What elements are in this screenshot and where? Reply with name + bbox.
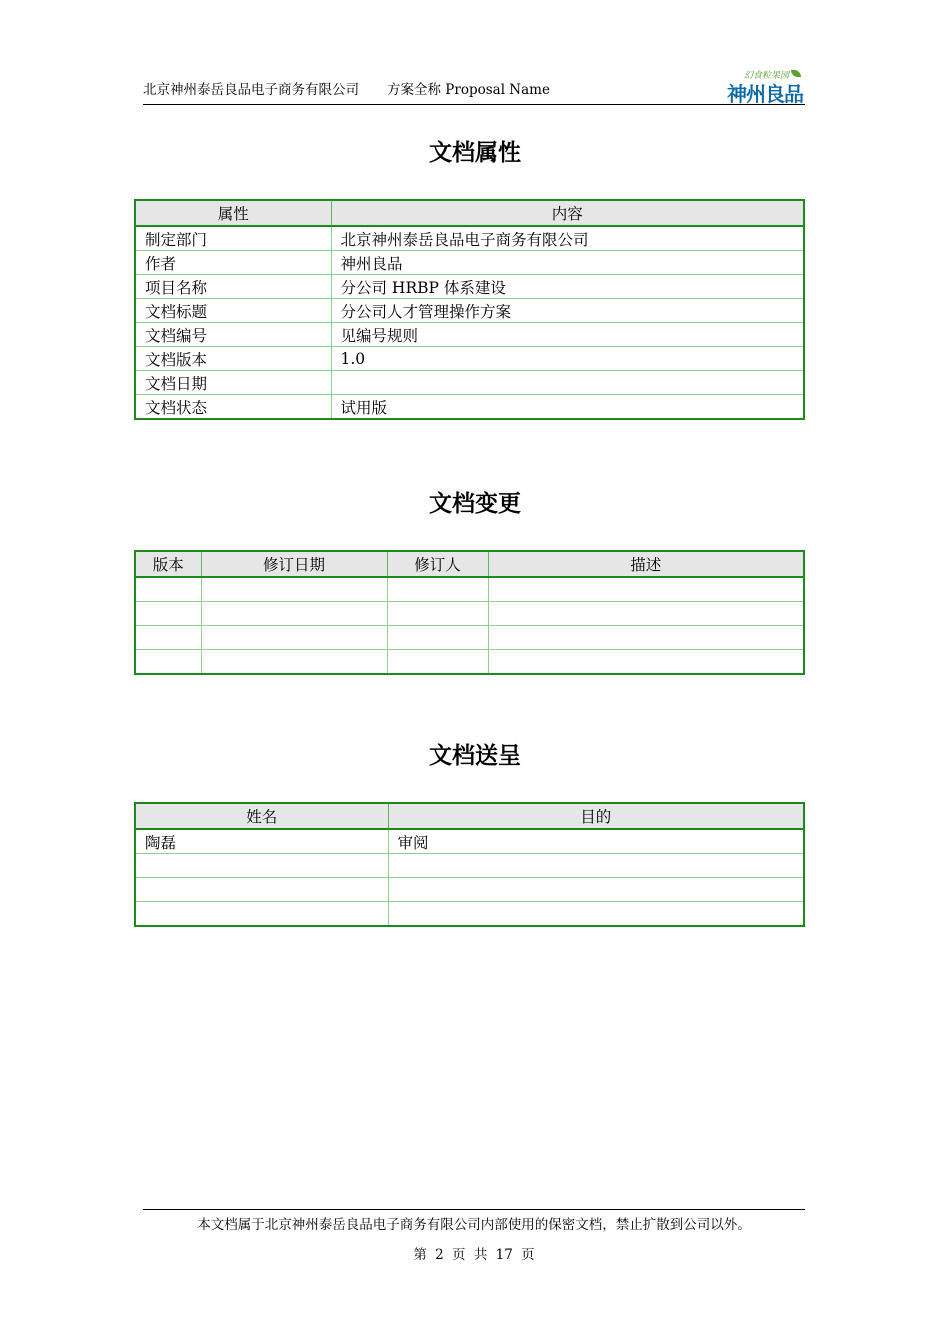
recipient-name: [135, 854, 388, 878]
column-header: 描述: [488, 551, 804, 577]
page-label-mid: 页 共: [452, 1247, 488, 1263]
company-logo: [717, 68, 803, 106]
description-cell: [488, 577, 804, 602]
description-cell: [488, 650, 804, 675]
table-row: [135, 299, 804, 323]
date-cell: [201, 577, 387, 602]
property-value: [331, 371, 804, 395]
page-number: [143, 1243, 805, 1263]
column-header: 内容: [331, 200, 804, 226]
version-cell: [135, 577, 201, 602]
page-footer: [143, 1209, 805, 1263]
table-row: [135, 577, 804, 602]
table-row: [135, 395, 804, 420]
column-header: 姓名: [135, 803, 388, 829]
page-label-prefix: 第: [413, 1247, 427, 1263]
table-row: [135, 275, 804, 299]
page-total: 17: [495, 1247, 513, 1263]
property-name: 文档状态: [135, 395, 331, 420]
property-name: 文档日期: [135, 371, 331, 395]
table-row: [135, 650, 804, 675]
table-row: [135, 626, 804, 650]
delivery-table: [134, 802, 805, 927]
property-value: 试用版: [331, 395, 804, 420]
table-row: [135, 323, 804, 347]
recipient-name: [135, 878, 388, 902]
table-row: [135, 251, 804, 275]
properties-table: [134, 199, 805, 420]
property-value: 分公司人才管理操作方案: [331, 299, 804, 323]
delivery-title: 文档送呈: [429, 743, 521, 769]
column-header: 版本: [135, 551, 201, 577]
table-row: [135, 902, 804, 927]
changes-title: 文档变更: [429, 491, 521, 517]
property-name: 文档标题: [135, 299, 331, 323]
table-row: [135, 602, 804, 626]
table-row: [135, 371, 804, 395]
property-name: 作者: [135, 251, 331, 275]
changes-table: [134, 550, 805, 675]
properties-title: 文档属性: [429, 140, 521, 166]
table-row: [135, 854, 804, 878]
table-header-row: [135, 200, 804, 226]
column-header: 目的: [388, 803, 804, 829]
property-value: 神州良品: [331, 251, 804, 275]
logo-brand: 神州良品: [727, 82, 803, 106]
date-cell: [201, 626, 387, 650]
recipient-name: 陶磊: [135, 829, 388, 854]
property-value: 北京神州泰岳良品电子商务有限公司: [331, 226, 804, 251]
recipient-purpose: 审阅: [388, 829, 804, 854]
date-cell: [201, 650, 387, 675]
table-row: [135, 829, 804, 854]
header-text: [143, 78, 550, 98]
recipient-purpose: [388, 854, 804, 878]
reviser-cell: [387, 602, 488, 626]
column-header: 修订日期: [201, 551, 387, 577]
property-name: 文档版本: [135, 347, 331, 371]
reviser-cell: [387, 577, 488, 602]
header-proposal: 方案全称 Proposal Name: [387, 82, 550, 98]
property-value: 见编号规则: [331, 323, 804, 347]
column-header: 修订人: [387, 551, 488, 577]
table-header-row: [135, 551, 804, 577]
reviser-cell: [387, 650, 488, 675]
page-header: [143, 66, 805, 105]
version-cell: [135, 650, 201, 675]
version-cell: [135, 602, 201, 626]
table-row: [135, 878, 804, 902]
recipient-purpose: [388, 902, 804, 927]
table-row: [135, 226, 804, 251]
reviser-cell: [387, 626, 488, 650]
logo-slogan: 幻食粒果园: [743, 71, 789, 81]
property-name: 文档编号: [135, 323, 331, 347]
page-label-suffix: 页: [521, 1247, 535, 1263]
table-header-row: [135, 803, 804, 829]
table-row: [135, 347, 804, 371]
header-company: 北京神州泰岳良品电子商务有限公司: [143, 82, 359, 98]
description-cell: [488, 626, 804, 650]
description-cell: [488, 602, 804, 626]
column-header: 属性: [135, 200, 331, 226]
date-cell: [201, 602, 387, 626]
page-current: 2: [435, 1247, 444, 1263]
confidentiality-notice: 本文档属于北京神州泰岳良品电子商务有限公司内部使用的保密文档，禁止扩散到公司以外。: [197, 1217, 751, 1233]
property-name: 项目名称: [135, 275, 331, 299]
property-name: 制定部门: [135, 226, 331, 251]
recipient-name: [135, 902, 388, 927]
leaf-icon: [791, 70, 801, 77]
recipient-purpose: [388, 878, 804, 902]
property-value: 分公司 HRBP 体系建设: [331, 275, 804, 299]
property-value: 1.0: [331, 347, 804, 371]
version-cell: [135, 626, 201, 650]
